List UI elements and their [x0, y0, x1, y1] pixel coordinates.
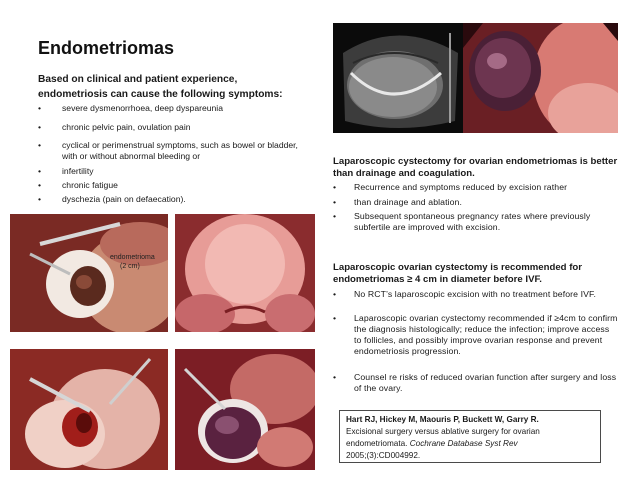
citation-journal: Cochrane Database Syst Rev	[409, 439, 518, 448]
citation-text: Excisional surgery versus ablative surgery for ovarian endometriomata.	[346, 427, 540, 448]
endometrioma-label-line2: (2 cm)	[120, 263, 140, 270]
cystectomy-photo	[10, 349, 168, 470]
endometrioma-photo	[10, 214, 168, 332]
citation-box	[339, 410, 601, 463]
ultrasound-image	[333, 23, 463, 133]
citation-body	[346, 426, 594, 450]
uterus-photo	[175, 214, 315, 332]
excised-cyst-photo	[175, 349, 315, 470]
symptoms-intro: Based on clinical and patient experience, endometriosis can cause the following symptoms:	[38, 74, 283, 100]
citation-authors: Hart RJ, Hickey M, Maouris P, Buckett W, Garry R.	[346, 415, 539, 424]
laparoscopy-endometrioma-image	[463, 23, 618, 133]
citation-ref: 2005;(3):CD004992.	[346, 451, 421, 460]
page-title: Endometriomas	[38, 38, 175, 58]
endometrioma-label-line1: endometrioma	[110, 254, 155, 261]
section2-heading: Laparoscopic ovarian cystectomy is recommended for endometriomas ≥ 4 cm in diameter before IVF.	[333, 262, 582, 285]
section1-heading: Laparoscopic cystectomy for ovarian endometriomas is better than drainage and coagulation.	[333, 156, 618, 179]
